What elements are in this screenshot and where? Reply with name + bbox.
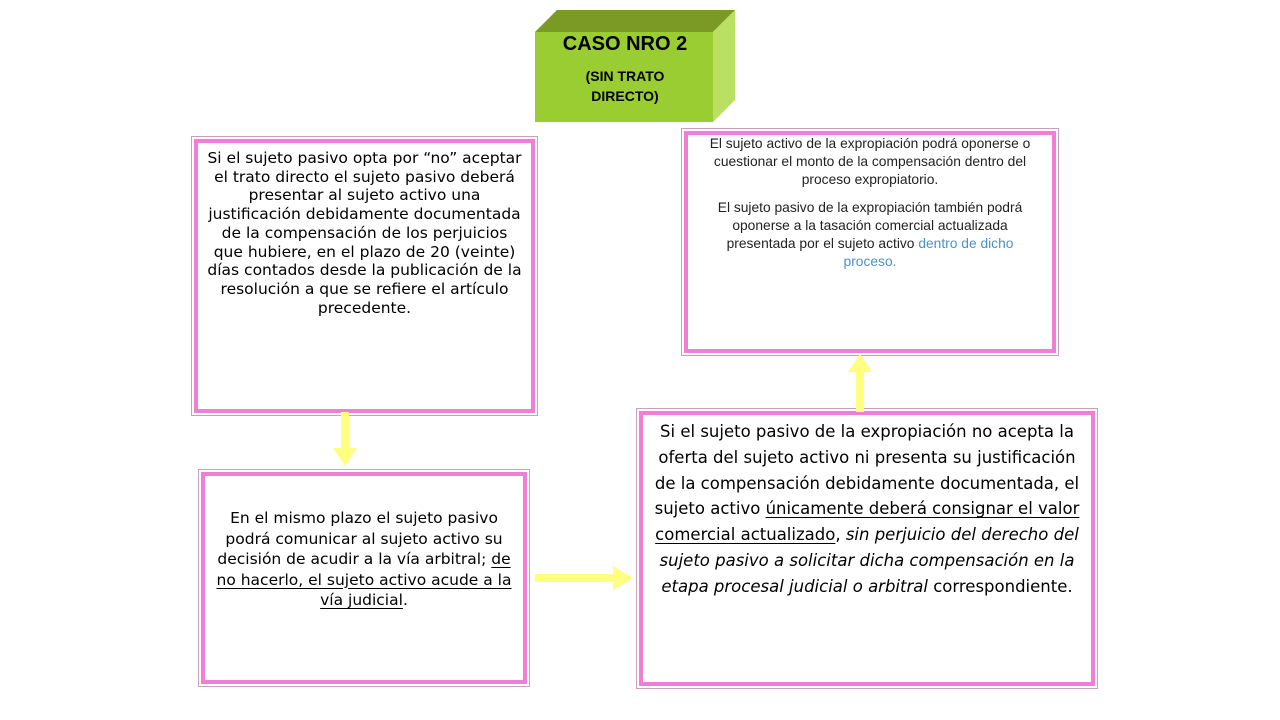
via-arbitral-plain: En el mismo plazo el sujeto pasivo podrá comunicar al sujeto activo su decisión de acudir a la vía arbitral; (217, 509, 503, 568)
title-block-top (535, 10, 735, 32)
title-text (535, 32, 715, 106)
box-trato-directo-rechazo (194, 139, 535, 413)
consignar-underlined: únicamente deberá consignar el valor comercial actualizado (655, 499, 1080, 545)
box-via-arbitral-text (205, 476, 523, 611)
consignar-italic: sin perjuicio del derecho del sujeto pasivo a solicitar dicha compensación en la etapa procesal judicial o arbitral (659, 525, 1079, 596)
box-oposicion-proceso-text (688, 135, 1052, 271)
title-sub-line2: DIRECTO) (591, 88, 659, 104)
title-main: CASO NRO 2 (562, 33, 688, 55)
consignar-plain: Si el sujeto pasivo de la expropiación no acepta la oferta del sujeto activo ni presenta su justificación de la compensación debidamente documentada, el sujeto activo (654, 422, 1080, 519)
box-via-arbitral (201, 472, 527, 684)
via-arbitral-end: . (402, 591, 408, 609)
box-consignar-valor (639, 411, 1095, 686)
box-oposicion-proceso (684, 131, 1056, 353)
oposicion-para2 (702, 199, 1038, 271)
arrow-up (845, 352, 875, 412)
oposicion-para2-blue: dentro de dicho proceso. (843, 236, 1014, 269)
via-arbitral-underlined: de no hacerlo, el sujeto activo acude a la vía judicial (216, 550, 512, 609)
consignar-comma: , (835, 525, 846, 545)
oposicion-para1: El sujeto activo de la expropiación podrá oponerse o cuestionar el monto de la compensación dentro del proceso expropiatorio. (709, 136, 1031, 187)
arrow-down (330, 412, 360, 468)
box-consignar-valor-text (643, 415, 1091, 604)
title-sub (535, 66, 715, 106)
oposicion-para2-plain: El sujeto pasivo de la expropiación también podrá oponerse a la tasación comercial actualizada presentada por el sujeto activo (717, 200, 1023, 251)
box-trato-directo-rechazo-text: Si el sujeto pasivo opta por “no” aceptar el trato directo el sujeto pasivo deberá presentar al sujeto activo una justificación debidamente documentada de la compensación de los perjuicios que hubiere, en el plazo de 20 (veinte) días contados desde la publicación de la resolución a que se refiere el artículo precedente. (207, 149, 522, 317)
title-sub-line1: (SIN TRATO (585, 68, 665, 84)
consignar-end: correspondiente. (927, 576, 1073, 596)
arrow-right (535, 564, 635, 592)
